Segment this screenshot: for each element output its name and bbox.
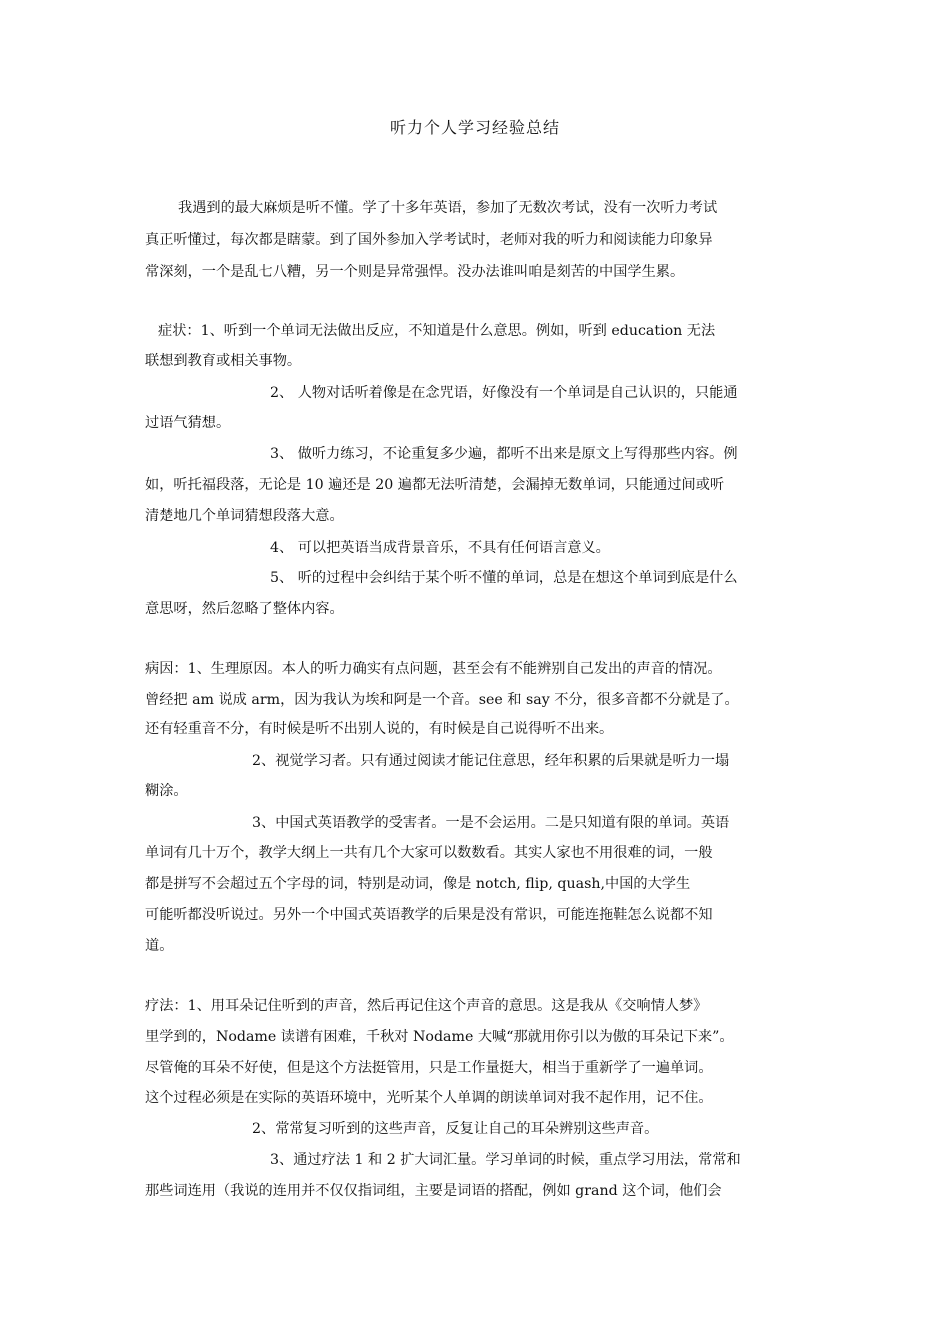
body-line: 联想到教育或相关事物。	[145, 353, 302, 369]
body-line: 4、 可以把英语当成背景音乐，不具有任何语言意义。	[270, 540, 610, 556]
body-line: 可能听都没听说过。另外一个中国式英语教学的后果是没有常识，可能连拖鞋怎么说都不知	[145, 907, 713, 923]
body-line: 尽管俺的耳朵不好使，但是这个方法挺管用，只是工作量挺大，相当于重新学了一遍单词。	[145, 1060, 713, 1076]
body-line: 3、 做听力练习，不论重复多少遍，都听不出来是原文上写得那些内容。例	[270, 446, 738, 462]
body-line: 曾经把 am 说成 arm，因为我认为埃和阿是一个音。see 和 say 不分，很多音都不分就是了。	[145, 692, 739, 708]
body-line: 里学到的，Nodame 读谱有困难，千秋对 Nodame 大喊“那就用你引以为傲的耳朵记下来”。	[145, 1029, 734, 1045]
body-line: 意思呀，然后忽略了整体内容。	[145, 601, 344, 617]
body-line: 清楚地几个单词猜想段落大意。	[145, 508, 344, 524]
body-line: 我遇到的最大麻烦是听不懂。学了十多年英语，参加了无数次考试，没有一次听力考试	[178, 200, 718, 216]
body-line: 如，听托福段落，无论是 10 遍还是 20 遍都无法听清楚，会漏掉无数单词，只能通过间或听	[145, 477, 725, 493]
body-line: 2、 人物对话听着像是在念咒语，好像没有一个单词是自己认识的，只能通	[270, 385, 738, 401]
body-line: 那些词连用（我说的连用并不仅仅指词组，主要是词语的搭配，例如 grand 这个词，他们会	[145, 1183, 722, 1199]
document-title: 听力个人学习经验总结	[389, 118, 560, 137]
body-line: 2、视觉学习者。只有通过阅读才能记住意思，经年积累的后果就是听力一塌	[252, 753, 730, 769]
body-line: 疗法：1、用耳朵记住听到的声音，然后再记住这个声音的意思。这是我从《交响情人梦》	[145, 998, 708, 1014]
body-line: 道。	[145, 938, 174, 954]
body-line: 过语气猜想。	[145, 415, 231, 431]
body-line: 2、常常复习听到的这些声音，反复让自己的耳朵辨别这些声音。	[252, 1121, 659, 1137]
body-line: 3、中国式英语教学的受害者。一是不会运用。二是只知道有限的单词。英语	[252, 815, 730, 831]
body-line: 都是拼写不会超过五个字母的词，特别是动词，像是 notch, flip, quash,中国的大学生	[145, 876, 691, 892]
body-line: 真正听懂过，每次都是瞎蒙。到了国外参加入学考试时，老师对我的听力和阅读能力印象异	[145, 232, 713, 248]
body-line: 症状：1、听到一个单词无法做出反应，不知道是什么意思。例如，听到 education 无法	[158, 323, 716, 339]
body-line: 3、通过疗法 1 和 2 扩大词汇量。学习单词的时候，重点学习用法，常常和	[270, 1152, 741, 1168]
body-line: 单词有几十万个，教学大纲上一共有几个大家可以数数看。其实人家也不用很难的词，一般	[145, 845, 713, 861]
body-line: 糊涂。	[145, 783, 188, 799]
body-line: 还有轻重音不分，有时候是听不出别人说的，有时候是自己说得听不出来。	[145, 721, 614, 737]
body-line: 5、 听的过程中会纠结于某个听不懂的单词，总是在想这个单词到底是什么	[270, 570, 738, 586]
body-line: 病因：1、生理原因。本人的听力确实有点问题，甚至会有不能辨别自己发出的声音的情况。	[145, 661, 722, 677]
body-line: 常深刻，一个是乱七八糟，另一个则是异常强悍。没办法谁叫咱是刻苦的中国学生累。	[145, 264, 685, 280]
body-line: 这个过程必须是在实际的英语环境中，光听某个人单调的朗读单词对我不起作用，记不住。	[145, 1090, 713, 1106]
